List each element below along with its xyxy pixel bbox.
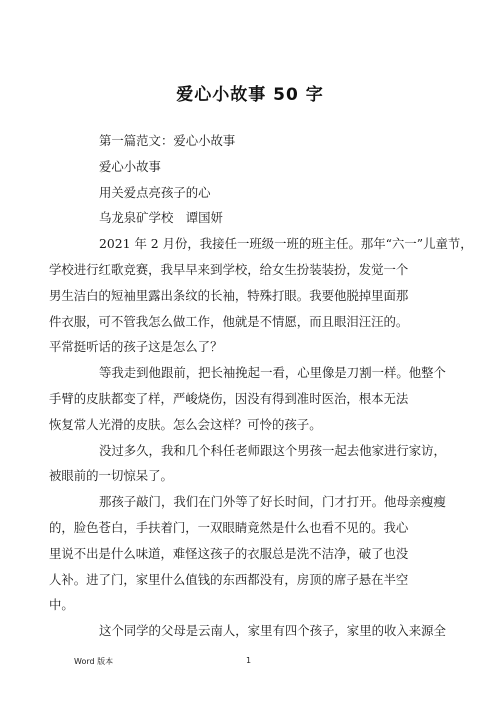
- footer-label: Word 版本: [74, 657, 114, 666]
- text-line: 恢复常人光滑的皮肤。怎么会这样？可怜的孩子。: [49, 416, 322, 432]
- text-line: 手臂的皮肤都变了样，严峻烧伤，因没有得到准时医治，根本无法: [49, 390, 409, 406]
- page-number: 1: [246, 656, 252, 665]
- document-title: 爱心小故事 50 字: [176, 85, 324, 105]
- paragraph: [74, 180, 434, 206]
- text-line: 被眼前的一切惊呆了。: [49, 468, 173, 484]
- text-line: 乌龙泉矿学校 谭国妍: [99, 210, 223, 226]
- paragraph: [74, 128, 434, 154]
- text-line: 等我走到他跟前，把长袖挽起一看，心里像是刀割一样。他整个: [99, 365, 446, 381]
- text-line: 学校进行红歌竞赛，我早早来到学校，给女生扮装装扮，发觉一个: [49, 261, 409, 277]
- paragraph: [49, 489, 446, 618]
- text-line: 第一篇范文：爱心小故事: [99, 133, 236, 148]
- paragraph: [74, 618, 446, 644]
- text-line: 用关爱点亮孩子的心: [99, 184, 211, 200]
- document-body: [49, 128, 473, 644]
- text-line: 人补。进了门，家里什么值钱的东西都没有，房顶的席子悬在半空: [49, 571, 409, 587]
- text-line: 没过多久，我和几个科任老师跟这个男孩一起去他家进行家访，: [99, 442, 446, 458]
- paragraph: [74, 154, 434, 180]
- paragraph: [49, 231, 473, 360]
- text-line: 里说不出是什么味道，难怪这孩子的衣服总是洗不洁净，破了也没: [49, 545, 409, 561]
- text-line: 男生洁白的短袖里露出条纹的长袖，特殊打眼。我要他脱掉里面那: [49, 287, 409, 303]
- text-line: 的，脸色苍白，手扶着门，一双眼睛竟然是什么也看不见的。我心: [49, 519, 409, 535]
- text-line: 件衣服，可不管我怎么做工作，他就是不情愿，而且眼泪汪汪的。: [49, 313, 409, 329]
- paragraph: [49, 438, 446, 490]
- paragraph: [49, 360, 446, 437]
- text-line: 平常挺听话的孩子这是怎么了？: [49, 339, 223, 355]
- text-line: 中。: [49, 597, 74, 613]
- text-line: 2021 年 2 月份，我接任一班级一班的班主任。那年“六一”儿童节，: [99, 236, 473, 252]
- paragraph: [74, 205, 434, 231]
- text-line: 爱心小故事: [99, 158, 161, 174]
- text-line: 这个同学的父母是云南人，家里有四个孩子，家里的收入来源全: [99, 623, 446, 639]
- text-line: 那孩子敲门，我们在门外等了好长时间，门才打开。他母亲瘦瘦: [99, 494, 446, 510]
